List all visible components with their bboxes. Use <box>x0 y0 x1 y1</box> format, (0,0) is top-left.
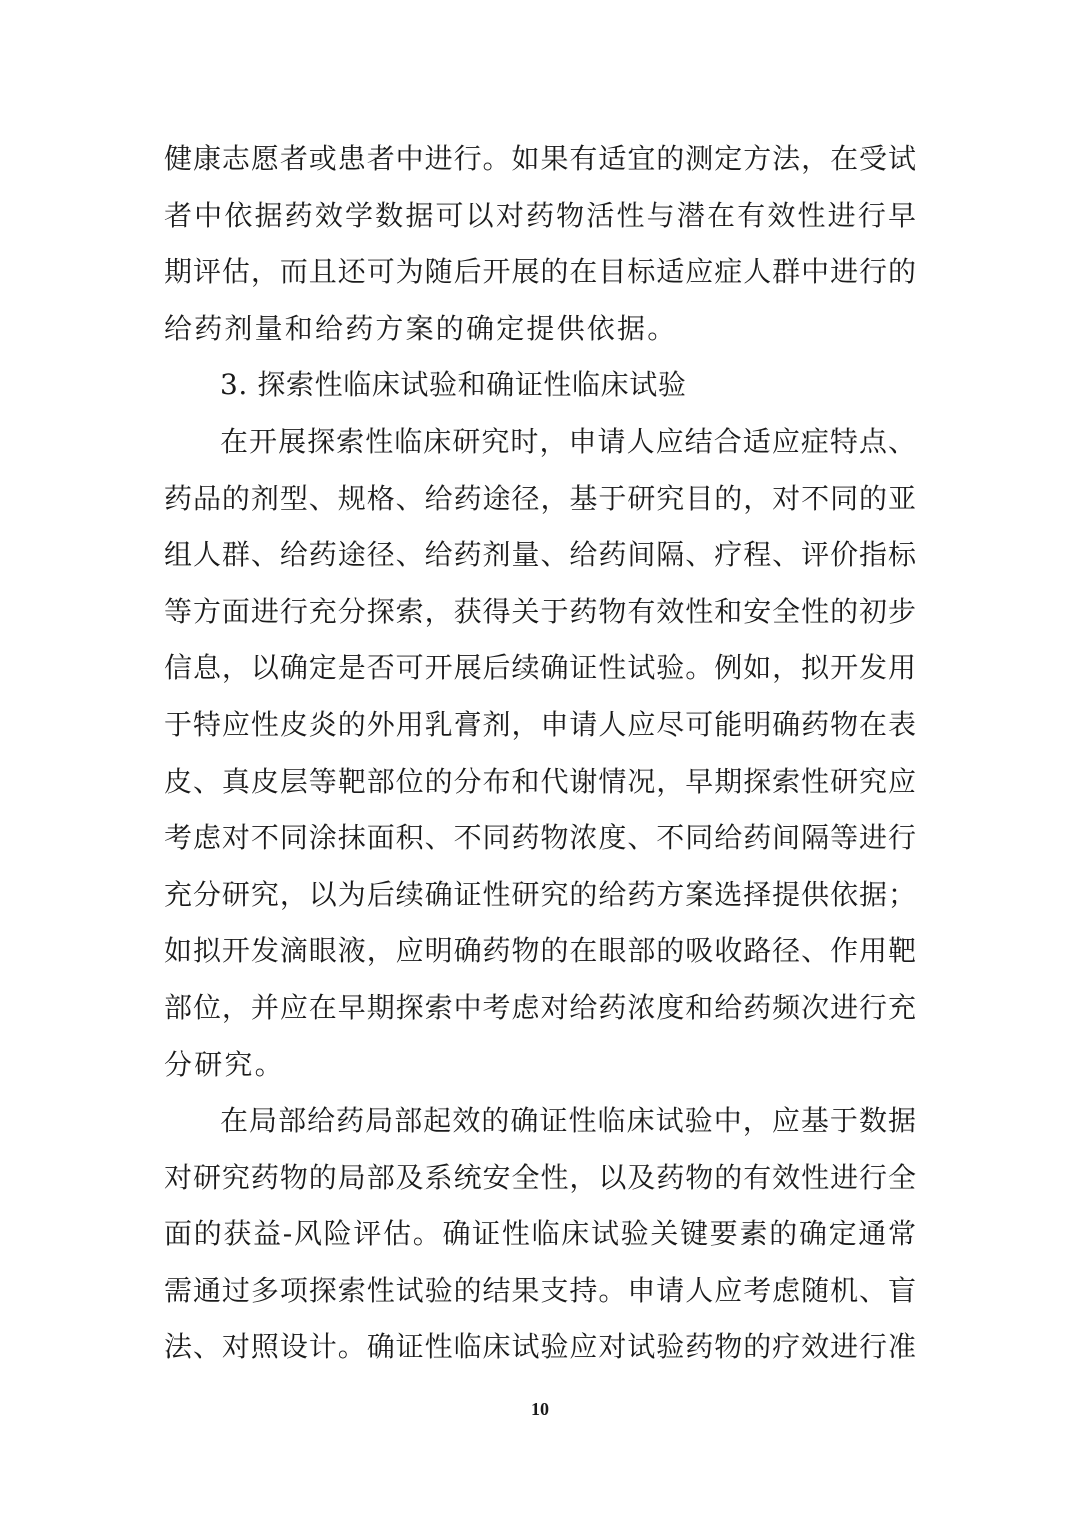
text-line: 于特应性皮炎的外用乳膏剂，申请人应尽可能明确药物在表 <box>164 707 916 741</box>
text-line: 给药剂量和给药方案的确定提供依据。 <box>164 311 678 345</box>
section-heading: 3. 探索性临床试验和确证性临床试验 <box>220 368 687 402</box>
text-line: 对研究药物的局部及系统安全性，以及药物的有效性进行全 <box>164 1160 916 1194</box>
text-line: 药品的剂型、规格、给药途径，基于研究目的，对不同的亚 <box>164 481 916 515</box>
paragraph-first-line: 在局部给药局部起效的确证性临床试验中，应基于数据 <box>220 1104 916 1138</box>
paragraph-first-line: 在开展探索性临床研究时，申请人应结合适应症特点、 <box>220 424 916 458</box>
text-line: 信息，以确定是否可开展后续确证性试验。例如，拟开发用 <box>164 651 916 685</box>
text-line: 分研究。 <box>164 1047 285 1081</box>
text-line: 期评估，而且还可为随后开展的在目标适应症人群中进行的 <box>164 255 916 289</box>
text-line: 组人群、给药途径、给药剂量、给药间隔、疗程、评价指标 <box>164 538 916 572</box>
text-line: 充分研究，以为后续确证性研究的给药方案选择提供依据； <box>164 877 916 911</box>
text-line: 考虑对不同涂抹面积、不同药物浓度、不同给药间隔等进行 <box>164 821 916 855</box>
page-number: 10 <box>531 1399 549 1419</box>
text-line: 健康志愿者或患者中进行。如果有适宜的测定方法，在受试 <box>164 142 916 175</box>
text-line: 部位，并应在早期探索中考虑对给药浓度和给药频次进行充 <box>164 990 916 1024</box>
text-line: 需通过多项探索性试验的结果支持。申请人应考虑随机、盲 <box>164 1273 916 1307</box>
text-line: 者中依据药效学数据可以对药物活性与潜在有效性进行早 <box>164 198 916 232</box>
text-line: 皮、真皮层等靶部位的分布和代谢情况，早期探索性研究应 <box>164 764 916 798</box>
text-line: 等方面进行充分探索，获得关于药物有效性和安全性的初步 <box>164 594 916 628</box>
body-text <box>164 131 916 1376</box>
text-line: 法、对照设计。确证性临床试验应对试验药物的疗效进行准 <box>164 1330 916 1364</box>
text-line: 面的获益-风险评估。确证性临床试验关键要素的确定通常 <box>164 1217 916 1251</box>
text-line: 如拟开发滴眼液，应明确药物的在眼部的吸收路径、作用靶 <box>164 934 916 968</box>
